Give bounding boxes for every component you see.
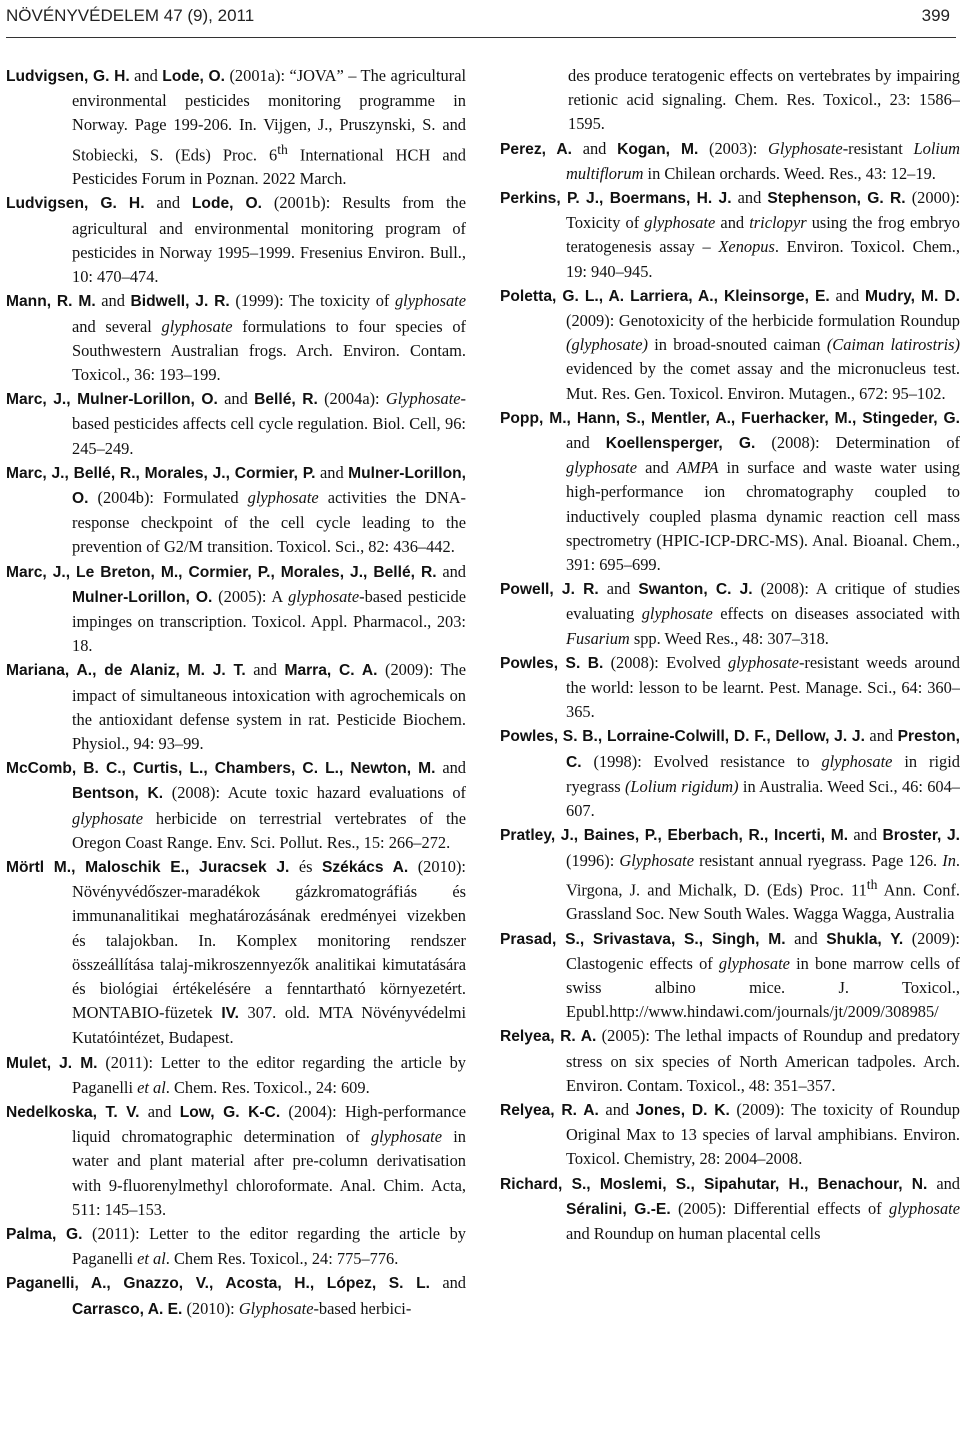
reference-entry: Marc, J., Mulner-Lorillon, O. and Bellé, R. (2004a): Glyphosate-based pesticides affects cell cycle regulation. Biol. Cell, 96: 245–249.: [6, 389, 467, 458]
reference-entry: Mariana, A., de Alaniz, M. J. T. and Marra, C. A. (2009): The impact of simultaneous intoxication with agrochemicals on the antioxidant defense system in rat. Pesticide Biochem. Physiol., 94: 93–99.: [6, 660, 466, 753]
reference-entry: Palma, G. (2011): Letter to the editor regarding the article by Paganelli et al. Chem Res. Toxicol., 24: 775–776.: [6, 1224, 466, 1269]
reference-entry: Marc, J., Le Breton, M., Cormier, P., Morales, J., Bellé, R. and Mulner-Lorillon, O. (2005): A glyphosate-based pesticide impinges on transcription. Toxicol. Appl. Pharmacol., 203: 18.: [6, 561, 467, 656]
header-rule: [6, 37, 956, 38]
running-header: [0, 0, 960, 38]
reference-entry: Powell, J. R. and Swanton, C. J. (2008): A critique of studies evaluating glyphosate effects on diseases associated with Fusarium spp. Weed Res., 48: 307–318.: [500, 579, 960, 648]
reference-entry: Powles, S. B. (2008): Evolved glyphosate-resistant weeds around the world: lesson to be learnt. Pest. Manage. Sci., 64: 360–365.: [500, 652, 960, 722]
reference-entry: Poletta, G. L., A. Larriera, A., Kleinsorge, E. and Mudry, M. D. (2009): Genotoxicity of the herbicide formulation Roundup (glyphosate) in broad-snouted caiman (Caiman latirostris) evidenced by the comet assay and the micronucleus test. Mut. Res. Gen. Toxicol. Environ. Mutagen., 672: 95–102.: [500, 285, 960, 403]
reference-entry: Ludvigsen, G. H. and Lode, O. (2001b): Results from the agricultural and environmental monitoring program of pesticides in Norway 1995–1999. Fresenius Environ. Bull., 10: 470–474.: [6, 193, 466, 287]
reference-entry: Richard, S., Moslemi, S., Sipahutar, H., Benachour, N. and Séralini, G.-E. (2005): Differential effects of glyphosate and Roundup on human placental cells: [500, 1173, 960, 1244]
reference-entry: Mörtl M., Maloschik E., Juracsek J. és Székács A. (2010): Növényvédőszer-maradékok gázkromatográfiás és immunanalitikai meghatározásának eredményei vizekben és talajokban. In. Komplex monitoring rendszer összeállítása talaj-mikroszennyezők analitikai kimutatására és biológiai értékelésére a fenntartható környezetért. MONTABIO-füzetek IV. 307. old. MTA Növényvédelmi Kutatóintézet, Budapest.: [6, 856, 467, 1048]
page-number: 399: [921, 6, 950, 25]
reference-entry: Perez, A. and Kogan, M. (2003): Glyphosate-resistant Lolium multiflorum in Chilean orchards. Weed. Res., 43: 12–19.: [500, 138, 960, 183]
reference-entry: McComb, B. C., Curtis, L., Chambers, C. L., Newton, M. and Bentson, K. (2008): Acute toxic hazard evaluations of glyphosate herbicide on terrestrial vertebrates of the Oregon Coast Range. Env. Sci. Pollut. Res., 15: 266–272.: [6, 758, 466, 852]
reference-entry: Pratley, J., Baines, P., Eberbach, R., Incerti, M. and Broster, J. (1996): Glyphosate resistant annual ryegrass. Page 126. In. Virgona, J. and Michalk, D. (Eds) Proc. 11th Ann. Conf. Grassland Soc. New South Wales. Wagga Wagga, Australia: [500, 825, 960, 924]
right-column: [500, 64, 960, 1246]
reference-entry: Prasad, S., Srivastava, S., Singh, M. and Shukla, Y. (2009): Clastogenic effects of glyphosate in bone marrow cells of swiss albino mice. J. Toxicol., Epubl.http://www.hindawi.com/journals/jt/2009/308985/: [500, 928, 960, 1022]
reference-entry: Nedelkoska, T. V. and Low, G. K-C. (2004): High-performance liquid chromatographic determination of glyphosate in water and plant material after pre-column derivatisation with 9-fluorenylmethyl chloroformate. Anal. Chim. Acta, 511: 145–153.: [6, 1102, 467, 1219]
reference-entry: Mann, R. M. and Bidwell, J. R. (1999): The toxicity of glyphosate and several glyphosate formulations to four species of Southwestern Australian frogs. Arch. Environ. Contam. Toxicol., 36: 193–199.: [6, 291, 466, 384]
journal-title: NÖVÉNYVÉDELEM 47 (9), 2011: [6, 6, 255, 25]
reference-entry: Relyea, R. A. (2005): The lethal impacts of Roundup and predatory stress on six species of North American tadpoles. Arch. Environ. Contam. Toxicol., 48: 351–357.: [500, 1026, 960, 1095]
reference-entry: Ludvigsen, G. H. and Lode, O. (2001a): “JOVA” – The agricultural environmental pesticides monitoring programme in Norway. Page 199-206. In. Vijgen, J., Pruszynski, S. and Stobiecki, S. (Eds) Proc. 6th International HCH and Pesticides Forum in Poznan. 2022 March.: [6, 66, 467, 189]
left-column: [6, 64, 466, 1322]
reference-entry: Popp, M., Hann, S., Mentler, A., Fuerhacker, M., Stingeder, G. and Koellensperger, G. (2008): Determination of glyphosate and AMPA in surface and waste water using high-performance ion chromatography coupled to inductively coupled plasma dynamic reaction cell mass spectrometry (HPIC-ICP-DRC-MS). Anal. Bioanal. Chem., 391: 695–699.: [500, 409, 960, 575]
reference-entry: Paganelli, A., Gnazzo, V., Acosta, H., López, S. L. and Carrasco, A. E. (2010): Glyphosate-based herbici-: [6, 1273, 466, 1318]
reference-entry: Powles, S. B., Lorraine-Colwill, D. F., Dellow, J. J. and Preston, C. (1998): Evolved resistance to glyphosate in rigid ryegrass (Lolium rigidum) in Australia. Weed Sci., 46: 604–607.: [500, 726, 960, 821]
reference-entry: Perkins, P. J., Boermans, H. J. and Stephenson, G. R. (2000): Toxicity of glyphosate and triclopyr using the frog embryo teratogenesis assay – Xenopus. Environ. Toxicol. Chem., 19: 940–945.: [500, 188, 960, 281]
reference-entry: Relyea, R. A. and Jones, D. K. (2009): The toxicity of Roundup Original Max to 13 species of larval amphibians. Environ. Toxicol. Chemistry, 28: 2004–2008.: [500, 1100, 960, 1169]
reference-entry: Mulet, J. M. (2011): Letter to the editor regarding the article by Paganelli et al. Chem. Res. Toxicol., 24: 609.: [6, 1052, 466, 1097]
reference-continuation: des produce teratogenic effects on vertebrates by impairing retionic acid signaling. Chem. Res. Toxicol., 23: 1586–1595.: [568, 66, 960, 134]
reference-entry: Marc, J., Bellé, R., Morales, J., Cormier, P. and Mulner-Lorillon, O. (2004b): Formulated glyphosate activities the DNA-response checkpoint of the cell cycle leading to the prevention of G2/M transition. Toxicol. Sci., 82: 436–442.: [6, 462, 466, 557]
